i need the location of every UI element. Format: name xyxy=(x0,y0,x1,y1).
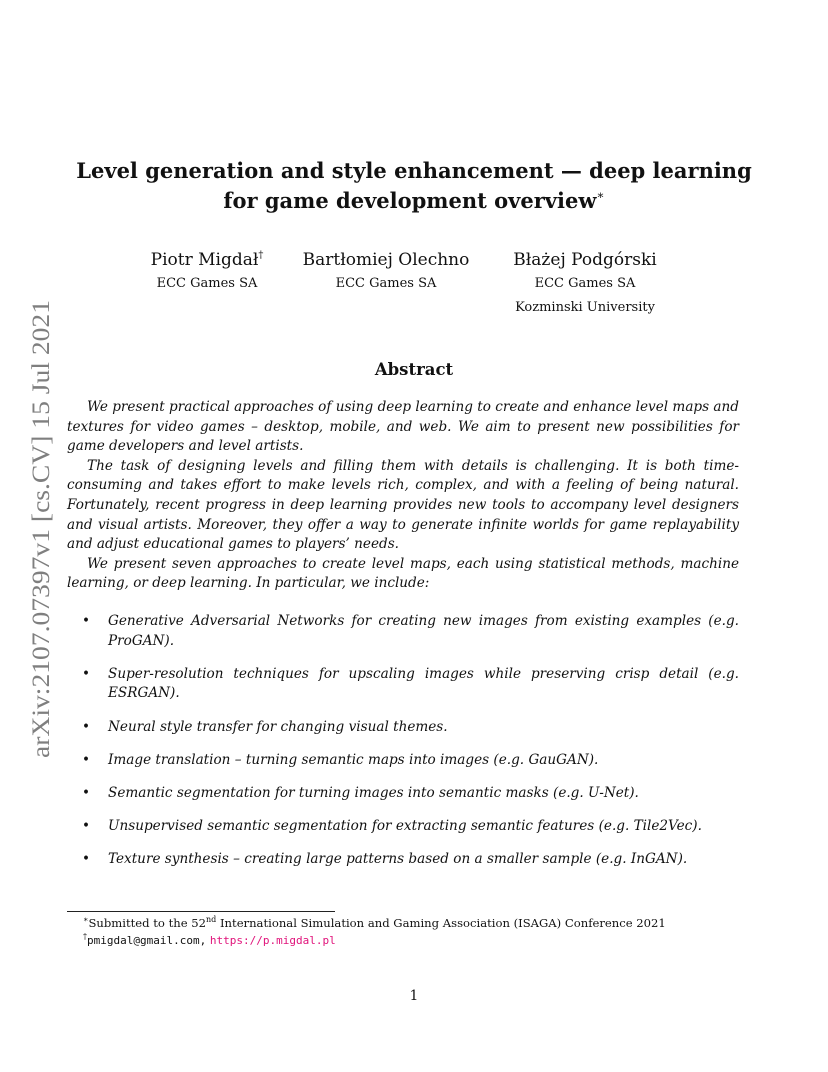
list-item xyxy=(80,665,739,704)
list-item-text: Super-resolution techniques for upscaling images while preserving crisp detail (e.g. ESRGAN). xyxy=(108,665,739,702)
title-line-1: Level generation and style enhancement — deep learning xyxy=(76,158,752,183)
abstract-paragraph: We present practical approaches of using deep learning to create and enhance level maps and textures for video games – desktop, mobile, and web. We aim to present new possibilities for game developers and level artists. xyxy=(67,399,739,455)
abstract-paragraph: The task of designing levels and filling them with details is challenging. It is both time-consuming and takes effort to make levels rich, complex, and with a feeling of being natural. Fortunately, recent progress in deep learning provides new tools to accompany level designers and visual artists. Moreover, they offer a way to generate infinite worlds for game replayability and adjust educational games to players’ needs. xyxy=(67,457,739,553)
list-item xyxy=(80,784,739,804)
author-block-3 xyxy=(475,248,695,320)
footnote-2-mark: † xyxy=(83,932,87,941)
list-item-text: Neural style transfer for changing visual themes. xyxy=(108,718,448,735)
title-line-2-text: for game development overview xyxy=(223,188,597,213)
list-item xyxy=(80,718,739,738)
bullet-symbol: • xyxy=(82,613,91,629)
bullet-symbol: • xyxy=(82,718,91,735)
bullet-symbol: • xyxy=(82,665,91,682)
footnote-rule xyxy=(67,911,335,912)
author-name-text: Błażej Podgórski xyxy=(513,250,657,270)
list-item-text: Unsupervised semantic segmentation for extracting semantic features (e.g. Tile2Vec). xyxy=(108,818,702,835)
bullet-symbol: • xyxy=(82,851,91,868)
abstract-paragraph: We present seven approaches to create level maps, each using statistical methods, machine learning, or deep learning. In particular, we include: xyxy=(67,555,739,592)
abstract-body xyxy=(67,398,739,594)
author-footnote-mark: † xyxy=(258,250,264,261)
footnote-1 xyxy=(67,915,767,932)
list-item xyxy=(80,751,739,771)
footnote-2 xyxy=(67,932,767,949)
author-homepage-link[interactable]: https://p.migdal.pl xyxy=(209,934,336,947)
bullet-symbol: • xyxy=(82,751,91,768)
author-affiliation-secondary: Kozminski University xyxy=(515,300,655,315)
author-name-text: Piotr Migdał xyxy=(150,250,259,270)
arxiv-identifier: arXiv:2107.07397v1 [cs.CV] 15 Jul 2021 xyxy=(28,342,55,758)
bullet-symbol: • xyxy=(82,784,91,801)
footnote-1-text-b: International Simulation and Gaming Association (ISAGA) Conference 2021 xyxy=(216,916,666,930)
page-number: 1 xyxy=(409,988,419,1004)
list-item-text: Texture synthesis – creating large patterns based on a smaller sample (e.g. InGAN). xyxy=(108,851,688,868)
footnote-1-text-a: Submitted to the 52 xyxy=(88,916,207,930)
author-affiliation: ECC Games SA xyxy=(156,276,258,291)
title-footnote-mark: ∗ xyxy=(596,188,605,202)
footnote-1-mark: ∗ xyxy=(83,915,89,924)
title-line-2 xyxy=(50,186,778,216)
author-name xyxy=(276,248,496,272)
list-item xyxy=(80,612,739,651)
author-name xyxy=(475,248,695,272)
list-item-text: Image translation – turning semantic maps into images (e.g. GauGAN). xyxy=(108,751,599,768)
paper-title xyxy=(50,156,778,216)
list-item-text: Generative Adversarial Networks for creating new images from existing examples (e.g. ProGAN). xyxy=(108,613,739,649)
author-affiliation: ECC Games SA xyxy=(335,276,437,291)
author-email[interactable]: pmigdal@gmail.com, xyxy=(87,934,207,947)
author-affiliation: ECC Games SA xyxy=(534,276,636,291)
footnote-1-ordinal: nd xyxy=(206,915,217,924)
abstract-heading: Abstract xyxy=(374,360,454,379)
author-name-text: Bartłomiej Olechno xyxy=(302,250,470,270)
list-item-text: Semantic segmentation for turning images into semantic masks (e.g. U-Net). xyxy=(108,784,639,801)
bullet-symbol: • xyxy=(82,818,91,835)
approach-list xyxy=(80,612,739,884)
list-item xyxy=(80,850,739,870)
author-block-2 xyxy=(276,248,496,296)
footnotes xyxy=(67,915,767,949)
list-item xyxy=(80,817,739,837)
